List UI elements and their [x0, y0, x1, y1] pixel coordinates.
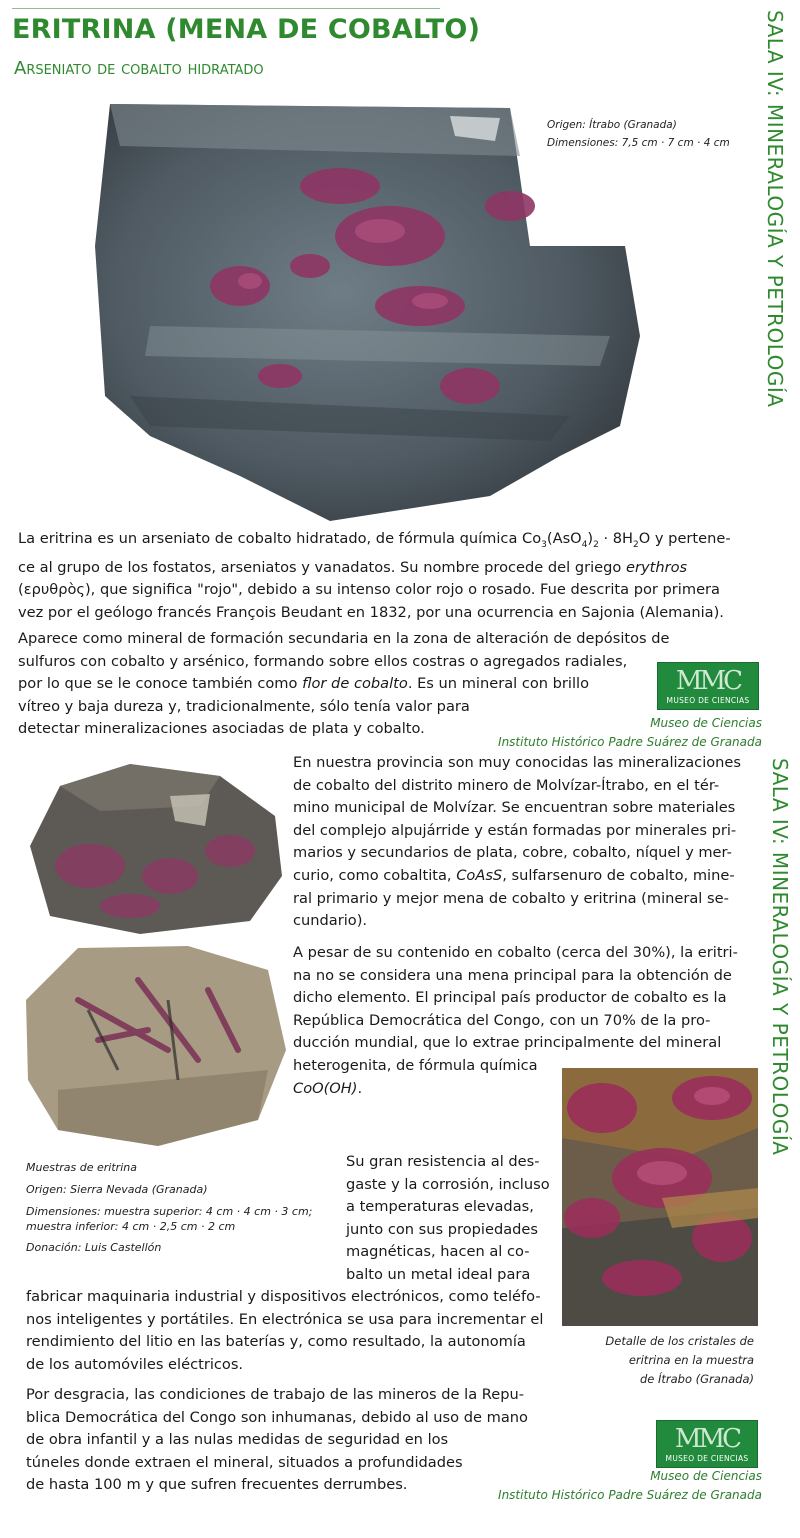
paragraph-uses-top: [346, 1151, 561, 1287]
samples-caption-donation: Donación: Luis Castellón: [26, 1241, 162, 1254]
museum-logo: [656, 1420, 758, 1468]
text-line: túneles donde extraen el mineral, situados a profundidades: [26, 1453, 463, 1471]
museum-logo-caption: [498, 1467, 762, 1505]
detail-caption-line: eritrina en la muestra: [628, 1353, 754, 1367]
sample-photo-lower: [18, 940, 290, 1152]
paragraph-working-conditions: [26, 1384, 566, 1497]
text-line: gaste y la corrosión, incluso: [346, 1175, 550, 1193]
detail-caption-line: de Ítrabo (Granada): [639, 1372, 754, 1386]
samples-caption-dims-upper: Dimensiones: muestra superior: 4 cm · 4 cm · 3 cm;: [26, 1205, 313, 1218]
text-line: (ερυθρὸς), que significa "rojo", debido a su intenso color rojo o rosado. Fue descrita por primera: [18, 581, 721, 599]
main-specimen-caption: [547, 116, 730, 152]
text-line: de cobalto del distrito minero de Molvízar-Ítrabo, en el tér-: [293, 776, 720, 794]
page-title: ERITRINA (MENA DE COBALTO): [12, 14, 481, 45]
header-rule: [12, 8, 440, 9]
text-line: En nuestra provincia son muy conocidas las mineralizaciones: [293, 754, 742, 771]
text-line: ral primario y mejor mena de cobalto y eritrina (mineral se-: [293, 889, 729, 907]
text-line: heterogenita, de fórmula química: [293, 1056, 538, 1074]
museum-logo-caption: [498, 714, 762, 752]
text-line: ce al grupo de los fostatos, arseniatos y vanadatos. Su nombre procede del griego erythros: [18, 558, 688, 576]
text-line: blica Democrática del Congo son inhumanas, debido al uso de mano: [26, 1408, 528, 1426]
detail-caption: [605, 1332, 754, 1389]
text-line: República Democrática del Congo, con un 70% de la pro-: [293, 1011, 711, 1029]
text-line: vítreo y baja dureza y, tradicionalmente, sólo tenía valor para: [18, 697, 470, 715]
samples-caption-origin: Origen: Sierra Nevada (Granada): [26, 1183, 208, 1196]
text-line: magnéticas, hacen al co-: [346, 1243, 530, 1261]
detail-photo: [562, 1068, 758, 1326]
text-line: Aparece como mineral de formación secundaria en la zona de alteración de depósitos de: [18, 630, 670, 647]
text-line: de obra infantil y a las nulas medidas de seguridad en los: [26, 1431, 449, 1449]
logo-caption-museum: Museo de Ciencias: [650, 716, 762, 730]
text-line: na no se considera una mena principal para la obtención de: [293, 966, 732, 984]
text-line: de hasta 100 m y que sufren frecuentes derrumbes.: [26, 1476, 408, 1494]
text-line: por lo que se le conoce también como flor de cobalto. Es un mineral con brillo: [18, 675, 590, 693]
text-line: dicho elemento. El principal país productor de cobalto es la: [293, 989, 727, 1007]
text-line: a temperaturas elevadas,: [346, 1198, 534, 1216]
text-line: Por desgracia, las condiciones de trabajo de las mineros de la Repu-: [26, 1386, 525, 1403]
text-line: Su gran resistencia al des-: [346, 1153, 540, 1170]
logo-mark: MMC: [675, 665, 741, 696]
side-label-top: SALA IV: MINERALOGÍA Y PETROLOGÍA: [763, 10, 787, 408]
text-line: del complejo alpujárride y están formadas por minerales pri-: [293, 821, 737, 839]
samples-caption-dims-lower: muestra inferior: 4 cm · 2,5 cm · 2 cm: [26, 1220, 236, 1233]
text-line: balto un metal ideal para: [346, 1265, 531, 1283]
logo-text: MUSEO DE CIENCIAS: [666, 695, 750, 705]
logo-caption-institute: Instituto Histórico Padre Suárez de Granada: [498, 735, 762, 749]
text-line: mino municipal de Molvízar. Se encuentran sobre materiales: [293, 799, 736, 817]
logo-mark: MMC: [674, 1423, 740, 1454]
text-line: curio, como cobaltita, CoAsS, sulfarsenuro de cobalto, mine-: [293, 866, 735, 884]
text-line: cundario).: [293, 912, 368, 930]
text-line: ducción mundial, que lo extrae principalmente del mineral: [293, 1034, 722, 1052]
museum-logo: [657, 662, 759, 710]
text-line: junto con sus propiedades: [346, 1220, 538, 1238]
samples-caption-title: Muestras de eritrina: [26, 1161, 137, 1174]
paragraph-province: [293, 752, 763, 933]
text-line: rendimiento del litio en las baterías y, como resultado, la autonomía: [26, 1333, 526, 1351]
text-line: detectar mineralizaciones asociadas de plata y cobalto.: [18, 720, 425, 738]
text-line: fabricar maquinaria industrial y dispositivos electrónicos, como teléfo-: [26, 1288, 541, 1305]
text-line: de los automóviles eléctricos.: [26, 1355, 244, 1373]
main-specimen-dimensions: Dimensiones: 7,5 cm · 7 cm · 4 cm: [547, 137, 730, 149]
logo-caption-museum: Museo de Ciencias: [650, 1469, 762, 1483]
text-line: nos inteligentes y portátiles. En electrónica se usa para incrementar el: [26, 1310, 544, 1328]
page-subtitle: Arseniato de cobalto hidratado: [14, 58, 264, 79]
text-line: sulfuros con cobalto y arsénico, formando sobre ellos costras o agregados radiales,: [18, 652, 628, 670]
text-line: vez por el geólogo francés François Beudant en 1832, por una ocurrencia en Sajonia (Alemania).: [18, 603, 724, 621]
paragraph-uses-bottom: [26, 1286, 566, 1376]
samples-caption: [26, 1158, 346, 1258]
sample-photo-upper: [20, 756, 290, 938]
main-specimen-photo: [90, 96, 650, 526]
detail-caption-line: Detalle de los cristales de: [605, 1334, 754, 1348]
main-specimen-origin: Origen: Ítrabo (Granada): [547, 119, 677, 131]
text-line: La eritrina es un arseniato de cobalto hidratado, de fórmula química $Co_3(AsO_4)_2 \cdot 8H_2O$ y pertene-: [18, 530, 731, 550]
text-line: A pesar de su contenido en cobalto (cerca del 30%), la eritri-: [293, 944, 738, 961]
text-line: marios y secundarios de plata, cobre, cobalto, níquel y mer-: [293, 844, 732, 862]
paragraph-intro: [18, 528, 758, 624]
text-line: CoO(OH).: [293, 1079, 363, 1097]
side-label-bottom: SALA IV: MINERALOGÍA Y PETROLOGÍA: [768, 758, 792, 1156]
logo-text: MUSEO DE CIENCIAS: [665, 1453, 749, 1463]
logo-caption-institute: Instituto Histórico Padre Suárez de Granada: [498, 1488, 762, 1502]
